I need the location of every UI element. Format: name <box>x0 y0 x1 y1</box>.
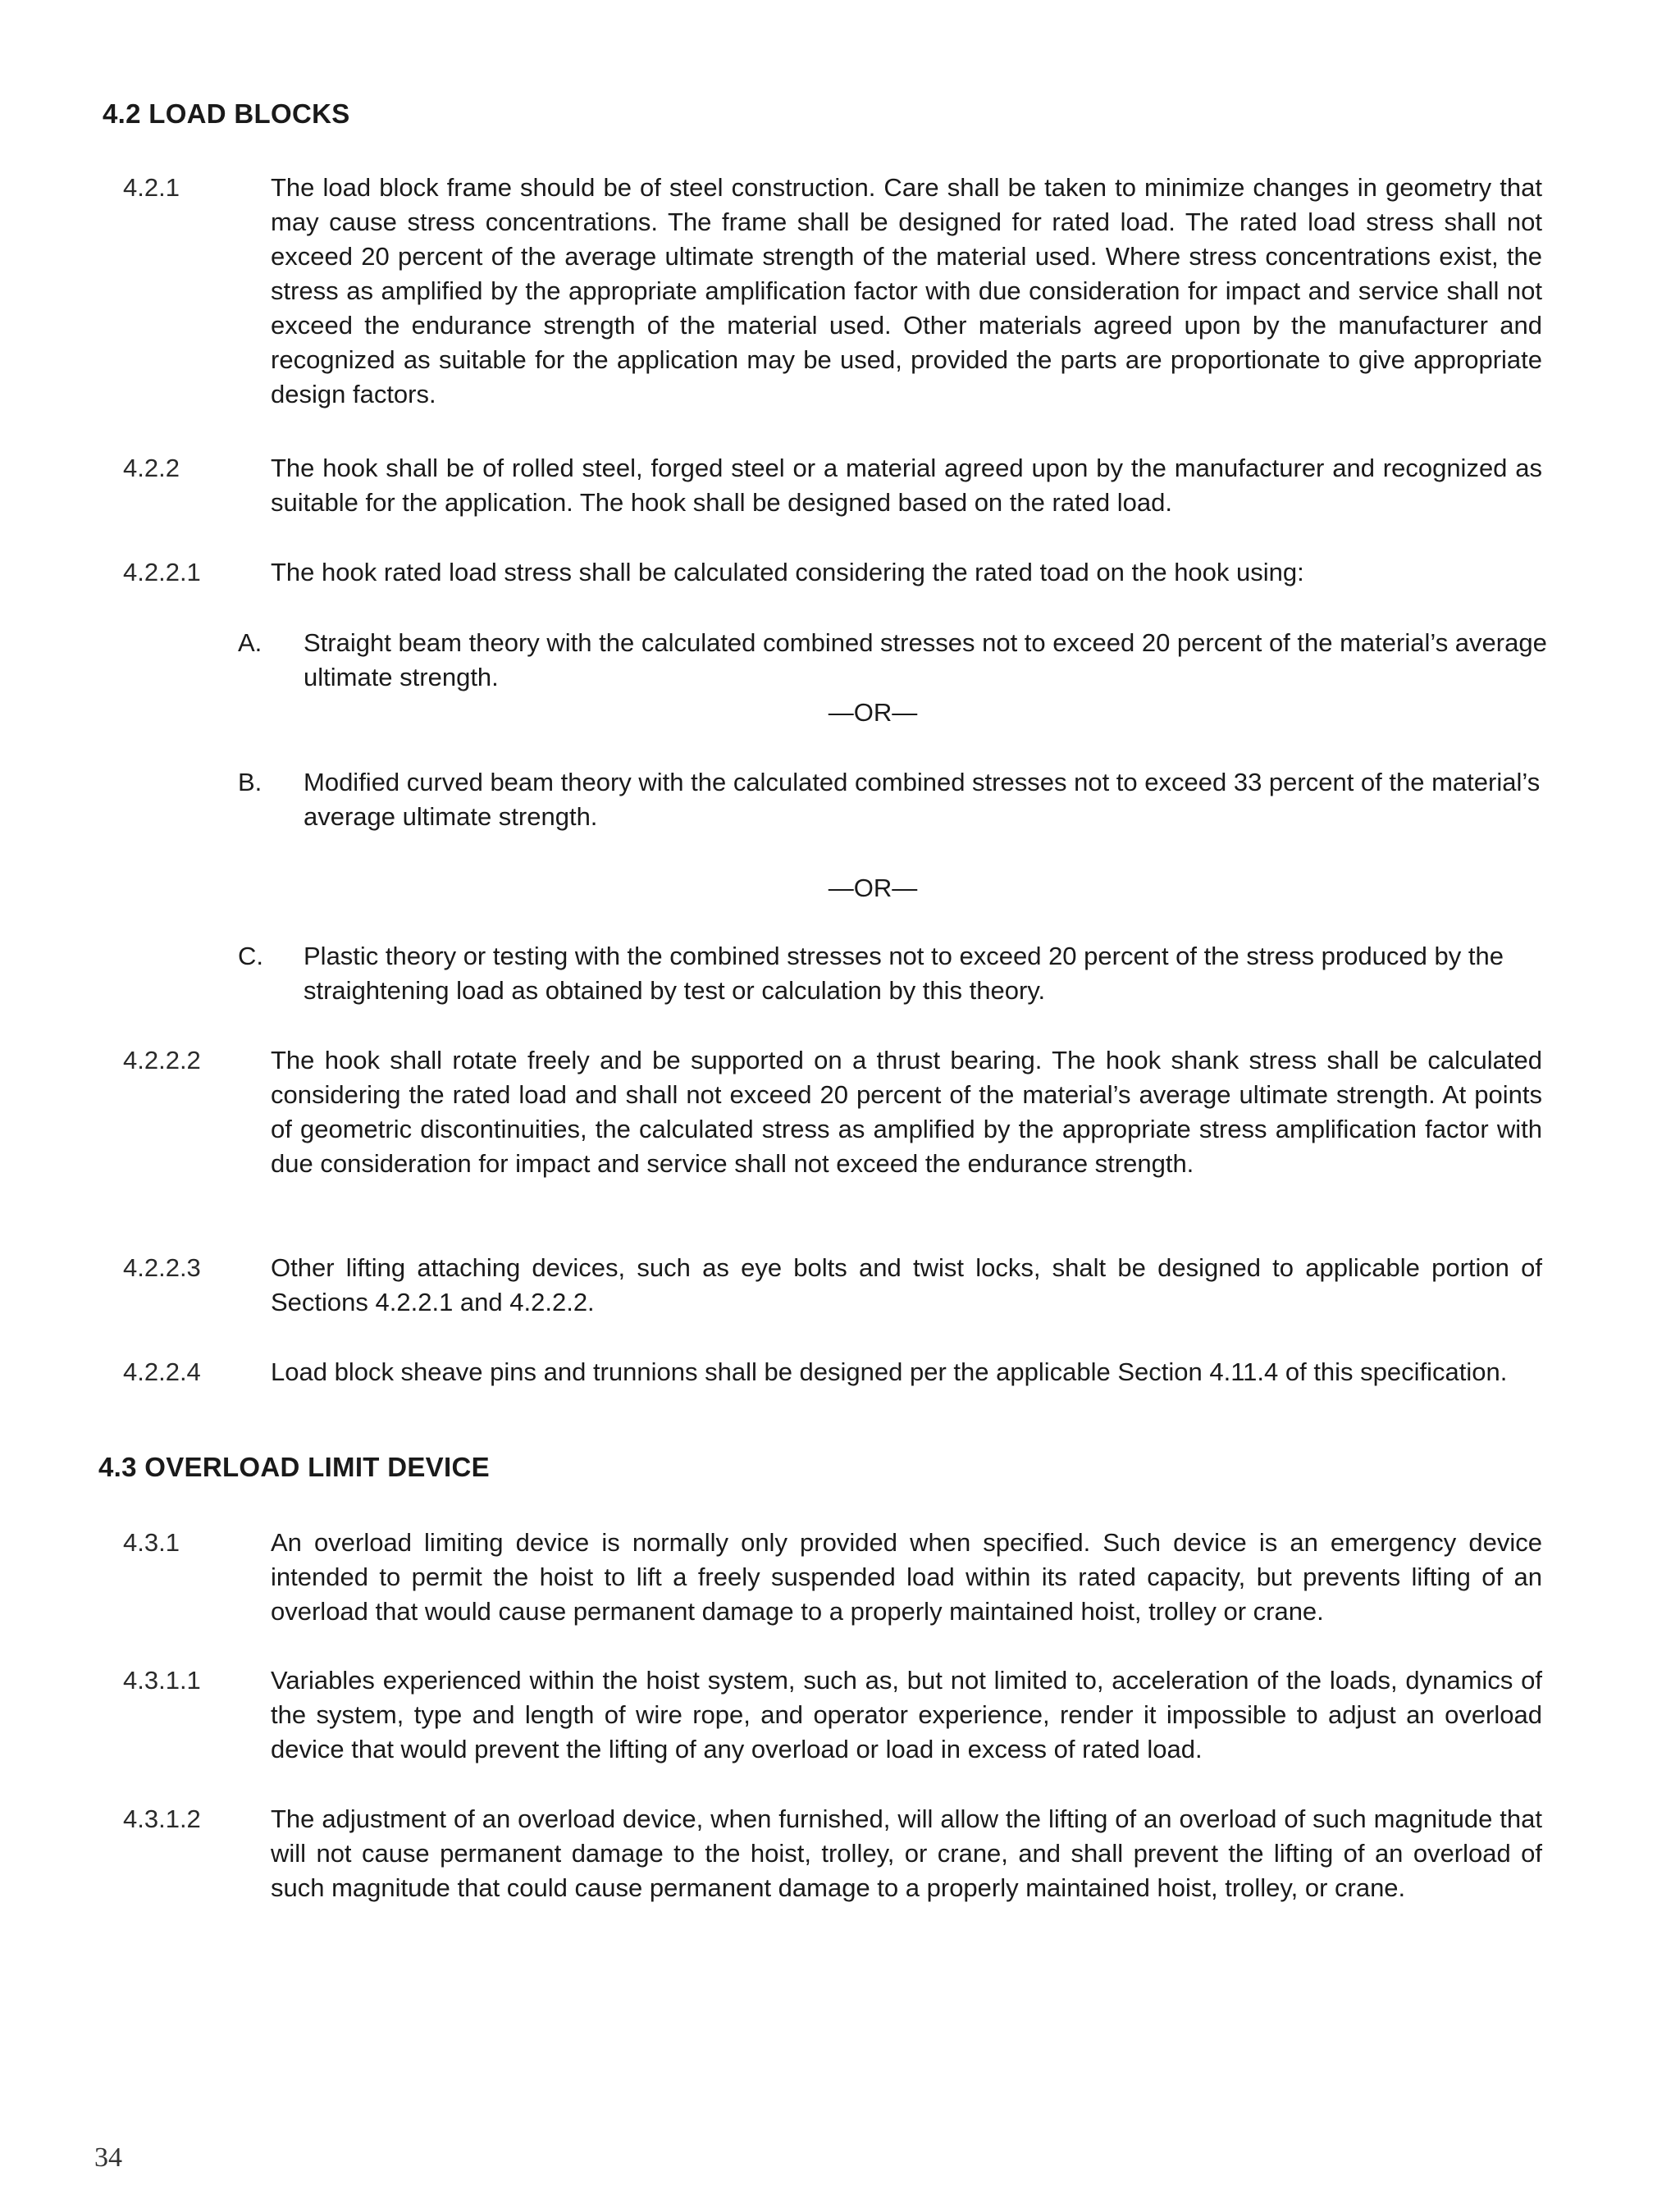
paragraph-4-3-1-2: The adjustment of an overload device, when furnished, will allow the lifting of an overload of such magnitude that will not cause permanent damage to the hoist, trolley, or crane, and shall prevent the lifting of an overload of such magnitude that could cause permanent damage to a properly maintained hoist, trolley, or crane. <box>271 1804 1542 1902</box>
or-separator-2: —OR— <box>828 874 918 902</box>
paragraph-4-2-2-3: Other lifting attaching devices, such as eye bolts and twist locks, shalt be designed to applicable portion of Sections 4.2.2.1 and 4.2.2.2. <box>271 1253 1542 1316</box>
or-separator-1: —OR— <box>828 698 918 727</box>
paragraph-4-3-1-1: Variables experienced within the hoist system, such as, but not limited to, acceleration of the loads, dynamics of the system, type and length of wire rope, and operator experience, render it impossible to adjust an overload device that would prevent the lifting of any overload or load in excess of rated load. <box>271 1666 1542 1763</box>
section-number-4-3-1-1: 4.3.1.1 <box>123 1666 201 1695</box>
paragraph-4-2-1: The load block frame should be of steel construction. Care shall be taken to minimize changes in geometry that may cause stress concentrations. The frame shall be designed for rated load. The rated load stress shall not exceed 20 percent of the average ultimate strength of the material used. Where stress concentrations exist, the stress as amplified by the appropriate amplification factor with due consideration for impact and service shall not exceed the endurance strength of the material used. Other materials agreed upon by the manufacturer and recognized as suitable for the application may be used, provided the parts are proportionate to give appropriate design factors. <box>271 173 1542 408</box>
section-heading-4-3: 4.3 OVERLOAD LIMIT DEVICE <box>98 1452 490 1482</box>
list-item-a <box>238 626 1575 695</box>
section-number-4-3-1: 4.3.1 <box>123 1528 180 1557</box>
section-number-4-2-2-3: 4.2.2.3 <box>123 1253 201 1282</box>
list-item-letter: A. <box>238 628 262 657</box>
list-item-text: Plastic theory or testing with the combined stresses not to exceed 20 percent of the stress produced by the straightening load as obtained by test or calculation by this theory. <box>304 942 1504 1005</box>
section-number-4-2-2-4: 4.2.2.4 <box>123 1357 201 1386</box>
list-item-c <box>238 939 1575 1008</box>
section-number-4-2-2-1: 4.2.2.1 <box>123 558 201 586</box>
paragraph-4-2-2-2: The hook shall rotate freely and be supported on a thrust bearing. The hook shank stress shall be calculated considering the rated load and shall not exceed 20 percent of the material’s average ultimate strength. At points of geometric discontinuities, the calculated stress as amplified by the appropriate stress amplification factor with due consideration for impact and service shall not exceed the endurance strength. <box>271 1046 1542 1178</box>
section-number-4-2-2-2: 4.2.2.2 <box>123 1046 201 1074</box>
section-heading-4-2: 4.2 LOAD BLOCKS <box>103 98 350 129</box>
paragraph-4-2-2-4: Load block sheave pins and trunnions shall be designed per the applicable Section 4.11.4 of this specification. <box>271 1357 1508 1386</box>
section-number-4-3-1-2: 4.3.1.2 <box>123 1804 201 1833</box>
list-item-text: Modified curved beam theory with the calculated combined stresses not to exceed 33 percent of the material’s average ultimate strength. <box>304 768 1541 831</box>
paragraph-4-3-1: An overload limiting device is normally only provided when specified. Such device is an emergency device intended to permit the hoist to lift a freely suspended load within its rated capacity, but prevents lifting of an overload that would cause permanent damage to a properly maintained hoist, trolley or crane. <box>271 1528 1542 1626</box>
list-item-b <box>238 765 1575 834</box>
section-number-4-2-1: 4.2.1 <box>123 173 180 202</box>
page-number: 34 <box>94 2142 122 2173</box>
paragraph-4-2-2-1: The hook rated load stress shall be calculated considering the rated toad on the hook using: <box>271 558 1304 586</box>
list-item-letter: B. <box>238 768 262 796</box>
list-item-letter: C. <box>238 942 263 970</box>
paragraph-4-2-2: The hook shall be of rolled steel, forged steel or a material agreed upon by the manufacturer and recognized as suitable for the application. The hook shall be designed based on the rated load. <box>271 454 1542 517</box>
list-item-text: Straight beam theory with the calculated combined stresses not to exceed 20 percent of the material’s average ultimate strength. <box>304 628 1547 691</box>
section-number-4-2-2: 4.2.2 <box>123 454 180 482</box>
